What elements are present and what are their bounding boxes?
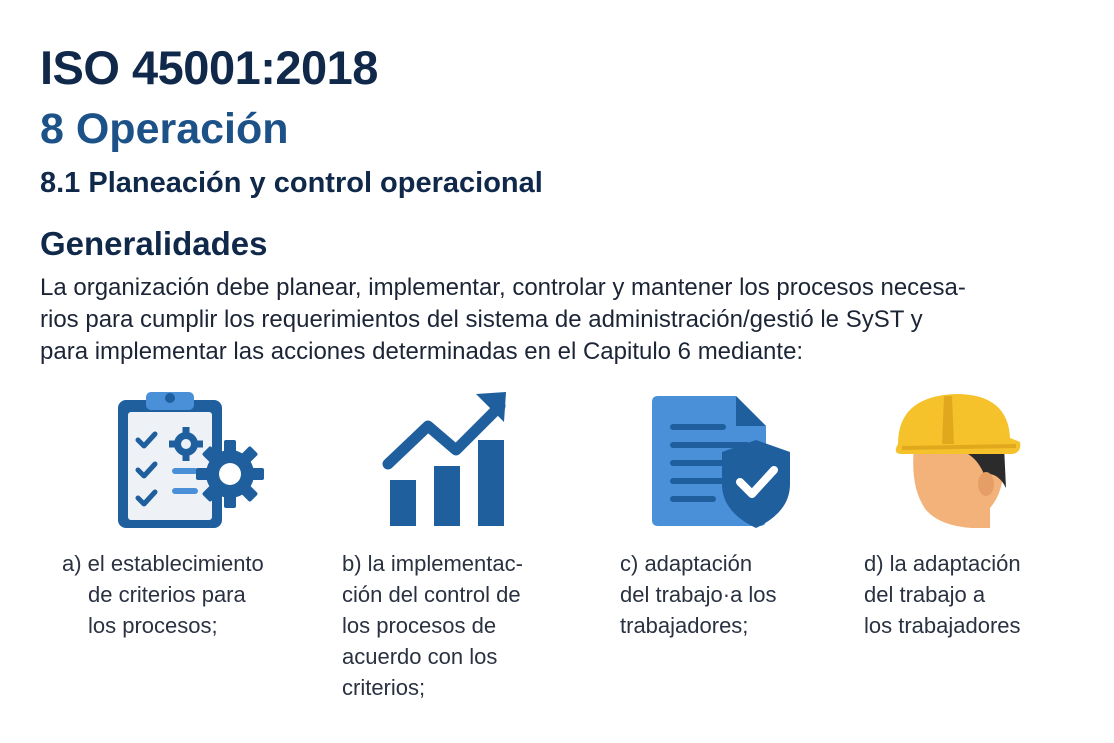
clause-title: 8 Operación xyxy=(40,105,289,153)
item-line: b) la implementac- xyxy=(342,551,523,576)
item-line: d) la adaptación xyxy=(864,551,1021,576)
item-line: los procesos; xyxy=(88,613,218,638)
item-line: c) adaptación xyxy=(620,551,753,576)
worker-helmet-icon xyxy=(880,388,1040,533)
item-c-caption xyxy=(620,548,777,641)
paragraph-line: La organización debe planear, implementar, controlar y mantener los procesos necesa- xyxy=(40,274,966,301)
intro-paragraph xyxy=(40,272,1090,368)
paragraph-line: para implementar las acciones determinadas en el Capitulo 6 mediante: xyxy=(40,338,804,365)
item-line: criterios; xyxy=(342,675,426,700)
item-line: ción del control de xyxy=(342,582,521,607)
item-line: trabajadores; xyxy=(620,613,749,638)
item-line: a) el establecimiento xyxy=(62,551,264,576)
document-shield-icon xyxy=(640,388,800,533)
subclause-title: 8.1 Planeación y control operacional xyxy=(40,167,543,199)
item-d-caption xyxy=(864,548,1021,641)
growth-chart-icon xyxy=(376,388,536,533)
item-line: del trabajo a xyxy=(864,582,986,607)
item-b-caption xyxy=(342,548,523,703)
page-title: ISO 45001:2018 xyxy=(40,41,378,94)
item-line: los trabajadores xyxy=(864,613,1021,638)
paragraph-line: rios para cumplir los requerimientos del sistema de administración/gestió le SyST y xyxy=(40,306,923,333)
item-line: acuerdo con los xyxy=(342,644,498,669)
item-a-caption xyxy=(62,548,264,641)
item-line: de criterios para xyxy=(88,582,246,607)
item-line: del trabajo·a los xyxy=(620,582,777,607)
section-heading: Generalidades xyxy=(40,225,268,262)
item-line: los procesos de xyxy=(342,613,497,638)
clipboard-gear-icon xyxy=(108,388,268,533)
